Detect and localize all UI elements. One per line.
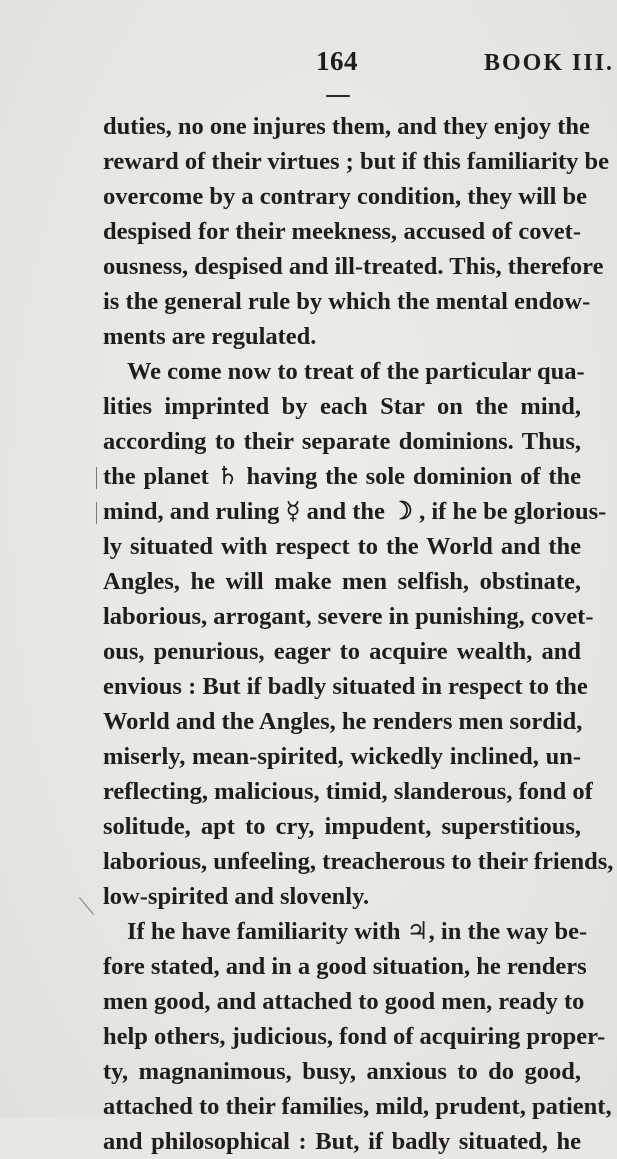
text-line: the planet ♄ having the sole dominion of the bbox=[103, 463, 581, 490]
text-line: men good, and attached to good men, ready to bbox=[103, 988, 585, 1015]
margin-mark bbox=[96, 502, 97, 524]
text-line: mind, and ruling ☿ and the ☽ , if he be glorious- bbox=[103, 498, 607, 525]
header-rule bbox=[326, 95, 350, 97]
text-line: solitude, apt to cry, impudent, superstitious, bbox=[103, 813, 581, 840]
text-line: reflecting, malicious, timid, slanderous, fond of bbox=[103, 778, 593, 805]
text-line: ty, magnanimous, busy, anxious to do good, bbox=[103, 1058, 581, 1085]
text-line: ments are regulated. bbox=[103, 323, 317, 350]
text-line: fore stated, and in a good situation, he renders bbox=[103, 953, 587, 980]
paragraph-start-line: If he have familiarity with ♃, in the way be- bbox=[127, 918, 588, 945]
text-line: ousness, despised and ill-treated. This, therefore bbox=[103, 253, 604, 280]
text-line: overcome by a contrary condition, they will be bbox=[103, 183, 588, 210]
text-line: laborious, unfeeling, treacherous to their friends, bbox=[103, 848, 614, 875]
page-header bbox=[0, 46, 617, 86]
running-head: BOOK III. bbox=[484, 50, 615, 76]
text-line: Angles, he will make men selfish, obstinate, bbox=[103, 568, 581, 595]
page-number: 164 bbox=[316, 46, 358, 76]
text-line: ous, penurious, eager to acquire wealth, and bbox=[103, 638, 581, 665]
text-line: low-spirited and slovenly. bbox=[103, 883, 370, 910]
paragraph-start-line: We come now to treat of the particular qua- bbox=[127, 358, 585, 385]
text-line: is the general rule by which the mental endow- bbox=[103, 288, 591, 315]
margin-mark bbox=[96, 467, 97, 489]
text-line: help others, judicious, fond of acquiring proper- bbox=[103, 1023, 606, 1050]
text-line: duties, no one injures them, and they enjoy the bbox=[103, 113, 590, 140]
text-line: reward of their virtues ; but if this familiarity be bbox=[103, 148, 610, 175]
text-line: laborious, arrogant, severe in punishing, covet- bbox=[103, 603, 594, 630]
text-line: miserly, mean-spirited, wickedly inclined, un- bbox=[103, 743, 581, 770]
text-line: World and the Angles, he renders men sordid, bbox=[103, 708, 583, 735]
text-line: despised for their meekness, accused of covet- bbox=[103, 218, 581, 245]
text-line: according to their separate dominions. Thus, bbox=[103, 428, 581, 455]
text-line: attached to their families, mild, prudent, patient, bbox=[103, 1093, 612, 1120]
margin-mark bbox=[79, 897, 94, 914]
text-line: envious : But if badly situated in respect to the bbox=[103, 673, 588, 700]
text-line: lities imprinted by each Star on the mind, bbox=[103, 393, 581, 420]
text-line: and philosophical : But, if badly situated, he bbox=[103, 1128, 581, 1155]
text-line: ly situated with respect to the World and the bbox=[103, 533, 581, 560]
